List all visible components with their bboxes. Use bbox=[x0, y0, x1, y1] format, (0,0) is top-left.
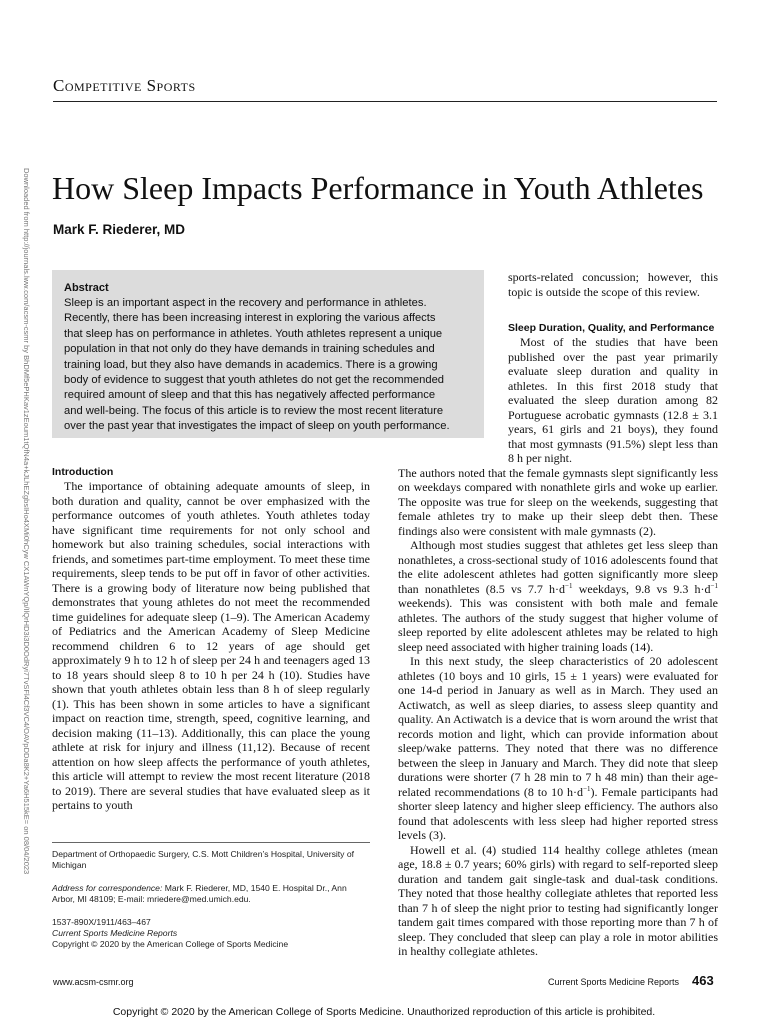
superscript: −1 bbox=[583, 784, 591, 793]
abstract-line: required amount of sleep and that this has negatively affected performance bbox=[64, 389, 436, 402]
intro-heading: Introduction bbox=[52, 466, 114, 478]
paragraph-actiwatch bbox=[398, 654, 718, 843]
abstract-heading: Abstract bbox=[64, 282, 109, 294]
superscript: −1 bbox=[565, 581, 573, 590]
article-author: Mark F. Riederer, MD bbox=[53, 222, 186, 237]
abstract-line: that sleep has on performance in athletes. Youth athletes represent a unique bbox=[64, 327, 443, 340]
abstract-line: training load, but they also have demands in academics. There is a growing bbox=[64, 358, 438, 371]
article-title: How Sleep Impacts Performance in Youth Athletes bbox=[52, 170, 704, 206]
page-number: 463 bbox=[692, 973, 714, 988]
correspondence-note bbox=[52, 883, 370, 905]
continued-paragraph: sports-related concussion; however, this topic is outside the scope of this review. bbox=[508, 270, 718, 299]
abstract-line: body of evidence to suggest that youth athletes do not get the recommended bbox=[64, 374, 445, 387]
paragraph-gymnasts: The authors noted that the female gymnasts slept significantly less on weekdays compared with nonathlete girls and woke up earlier. The opposite was true for sleep on the weekends, suggesting that female athletes try to make up their sleep debt then. These findings also were consistent with male gymnasts (2). bbox=[398, 465, 718, 538]
download-notice-text: Downloaded from http://journals.lww.com/acsm-csmr by BhDMf5ePHKav1zEoum1tQfN4a+kJLhEZgbsIHo4XMi0hCyw CX1AWnYQp/IlQrHD3i3D0OdRyi7TvSFl4Cf3VC4/OAVpDDa8K2+Ya6H515kE= on 08/04/2023 bbox=[22, 168, 31, 875]
paragraph-narrow: Most of the studies that have been published over the past year primarily evaluate sleep duration and quality in athletes. In this first 2018 study that evaluated the sleep duration among 82 Portuguese acrobatic gymnasts (12.8 ± 3.1 years, 61 girls and 21 boys), they found that most gymnasts (91.5%) slept less than 8 h per night. bbox=[508, 335, 718, 465]
footnote-rule bbox=[52, 842, 370, 843]
intro-paragraph: The importance of obtaining adequate amounts of sleep, in both duration and quality, cannot be over emphasized with the performance outcomes of youth athletes. Youth athletes today have significant time requirements for not only school and homework but also training schedules, social interactions with friends, and sometimes part-time employment. To meet these time requirements, sleep tends to be put off in favor of other activities. There is a growing body of literature now being published that demonstrates that young athletes do not meet the recommended time guidelines for adequate sleep (1–9). The American Academy of Pediatrics and the American Academy of Sleep Medicine recommend children 6 to 12 years of age should get approximately 9 h to 12 h of sleep per 24 h and teenagers aged 13 to 18 years should sleep 8 to 10 h per 24 h (10). Studies have shown that youth athletes obtain less than 8 h of sleep regularly (1). This has been shown in some articles to have a significant impact on reaction time, strength, speed, cognitive learning, and decision making (11–13). Additionally, this can place the young athlete at risk for injury and illness (11,12). Because of recent attention on how sleep affects the performance of youth athletes, this article will attempt to review the most recent literature (2018 to 2019). There are several studies that have evaluated sleep as it pertains to youth bbox=[52, 479, 370, 812]
paragraph-adolescents bbox=[398, 538, 718, 654]
superscript: −1 bbox=[710, 581, 718, 590]
abstract-line: over the past year that investigates the impact of sleep on youth performance. bbox=[64, 420, 450, 433]
copyright-notice: Copyright © 2020 by the American College of Sports Medicine. Unauthorized reproduction of this article is prohibited. bbox=[112, 1006, 656, 1018]
abstract-line: Sleep is an important aspect in the recovery and performance in athletes. bbox=[64, 297, 427, 309]
abstract-line: population in that not only do they have demands in training schedules and bbox=[64, 343, 435, 356]
paragraph-part: Although most studies suggest that athletes get less sleep than nonathletes, a cross-sectional study of 1016 adolescents found that the elite adolescent athletes had gotten significantly more sleep than nonathletes (8.5 vs 7.7 h·d bbox=[398, 538, 718, 596]
sleep-section-heading: Sleep Duration, Quality, and Performance bbox=[508, 322, 715, 334]
paragraph-part: weekends). This was consistent with both male and female athletes. The authors of the study suggest that higher volume of sleep reported by elite adolescent athletes may be related to high sleep need associated with higher training loads (14). bbox=[398, 596, 718, 654]
right-column bbox=[398, 270, 718, 959]
abstract-line: Recently, there has been increasing interest in exploring the various affects bbox=[64, 312, 436, 325]
affiliation-note: Department of Orthopaedic Surgery, C.S. Mott Children’s Hospital, University of Michigan bbox=[52, 849, 355, 870]
footer-journal: Current Sports Medicine Reports bbox=[548, 977, 680, 987]
paragraph-part: weekdays, 9.8 vs 9.3 h·d bbox=[572, 581, 711, 596]
abstract-line: and well-being. The focus of this article is to review the most recent literature bbox=[64, 404, 444, 417]
left-column bbox=[52, 465, 370, 813]
correspondence-text: Mark F. Riederer, MD, 1540 E. Hospital Dr., Ann Arbor, MI 48109; E-mail: mriedere@med.umich.edu. bbox=[52, 883, 347, 904]
section-heading: Competitive Sports bbox=[53, 76, 196, 95]
footnote-journal: Current Sports Medicine Reports bbox=[52, 928, 178, 938]
header-rule bbox=[53, 101, 717, 102]
footer-url: www.acsm-csmr.org bbox=[53, 977, 134, 987]
paragraph-howell: Howell et al. (4) studied 114 healthy college athletes (mean age, 18.8 ± 0.7 years; 60% girls) with regard to self-reported sleep duration and tandem gait single-task and dual-task conditions. They noted that those healthy collegiate athletes that reported less than 7 h of sleep the night prior to testing had significantly longer tandem gait times compared with those reporting more than 7 h of sleep. They concluded that sleep can play a role in motor abilities in healthy collegiate athletes. bbox=[398, 842, 718, 958]
correspondence-label: Address for correspondence: bbox=[52, 883, 163, 893]
paragraph-part: ). Female participants had shorter sleep latency and higher sleep efficiency. The authors also found that adolescents with less sleep had higher reported stress levels (3). bbox=[398, 784, 719, 842]
footnote-copyright: Copyright © 2020 by the American College of Sports Medicine bbox=[52, 939, 289, 949]
paragraph-part: In this next study, the sleep characteristics of 20 adolescent athletes (10 boys and 10 girls, 15 ± 1 years) were evaluated for one 14-d period in January as well as in March. They used an Actiwatch, as well as sleep diaries, to assess sleep quantity and quality. An Actiwatch is a device that is worn around the wrist that records motion and light, which can provide information about sleep/wake patterns. They noted that there was no difference between the sleep in January and March. They did note that sleep durations were shorter (7 h 28 min to 7 h 48 min) than their age-related recommendations (8 to 10 h·d bbox=[398, 654, 718, 799]
download-notice bbox=[14, 168, 31, 875]
publication-code: 1537-890X/1911/463–467 bbox=[52, 917, 151, 927]
